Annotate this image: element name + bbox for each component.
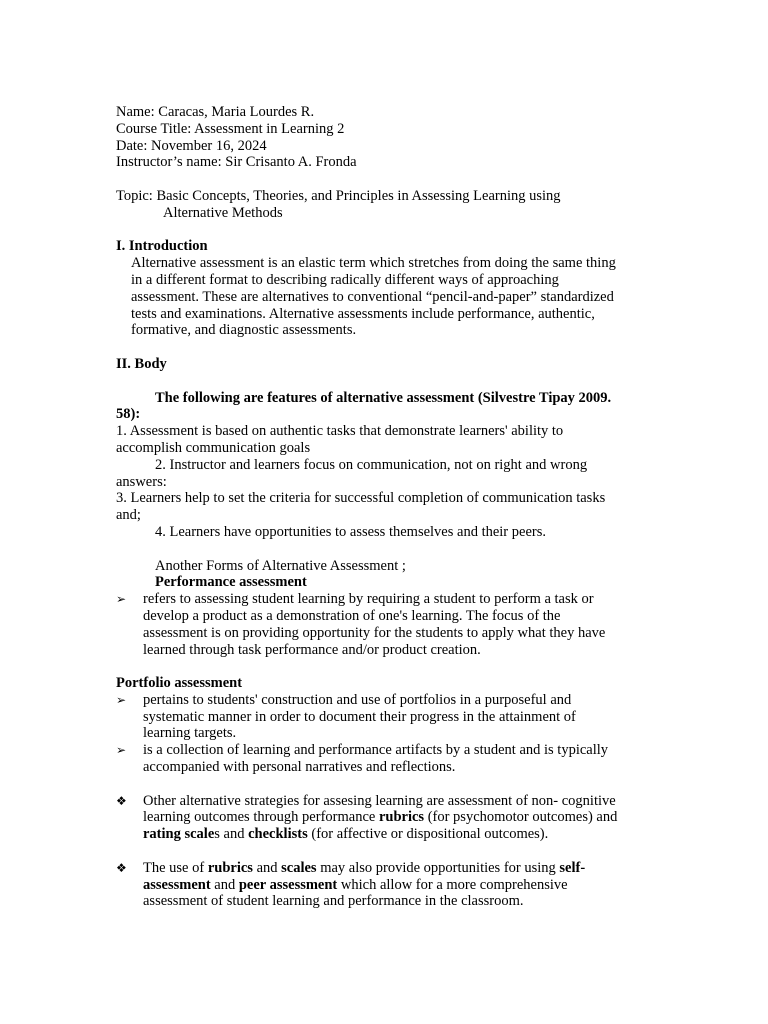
bullet-line: The use of rubrics and scales may also provide opportunities for using self- xyxy=(143,859,586,876)
bullet-line: accompanied with personal narratives and reflections. xyxy=(143,759,456,776)
performance-bullet xyxy=(116,591,656,658)
performance-heading: Performance assessment xyxy=(155,574,307,591)
bullet-line: is a collection of learning and performance artifacts by a student and is typically xyxy=(143,742,609,759)
bullet-line: learning outcomes through performance rubrics (for psychomotor outcomes) and xyxy=(143,809,618,826)
rubrics-use-bullet xyxy=(116,860,656,910)
diamond-bullet-icon: ❖ xyxy=(116,793,127,808)
topic-line-2: Alternative Methods xyxy=(163,204,283,221)
feature-item-2-cont: answers: xyxy=(116,473,167,490)
bullet-line: develop a product as a demonstration of one's learning. The focus of the xyxy=(143,607,561,624)
document-date: Date: November 16, 2024 xyxy=(116,137,267,154)
intro-line: Alternative assessment is an elastic term which stretches from doing the same thing xyxy=(131,255,616,272)
intro-line: formative, and diagnostic assessments. xyxy=(131,322,357,339)
feature-item-2: 2. Instructor and learners focus on communication, not on right and wrong xyxy=(155,456,588,473)
feature-item-1: 1. Assessment is based on authentic tasks that demonstrate learners' ability to xyxy=(116,423,564,440)
feature-item-4: 4. Learners have opportunities to assess themselves and their peers. xyxy=(155,523,546,540)
bullet-line: Other alternative strategies for assesing learning are assessment of non- cognitive xyxy=(143,792,616,809)
instructor-name: Instructor’s name: Sir Crisanto A. Fronda xyxy=(116,154,357,171)
portfolio-heading: Portfolio assessment xyxy=(116,675,243,692)
arrow-bullet-icon: ➢ xyxy=(116,692,127,707)
feature-item-3-cont: and; xyxy=(116,507,141,524)
arrow-bullet-icon: ➢ xyxy=(116,592,127,607)
bullet-line: learned through task performance and/or product creation. xyxy=(143,641,481,658)
other-strategies-bullet xyxy=(116,793,656,843)
another-forms-line: Another Forms of Alternative Assessment ; xyxy=(155,557,406,574)
intro-heading: I. Introduction xyxy=(116,238,208,255)
bullet-line: assessment is on providing opportunity for the students to apply what they have xyxy=(143,624,606,641)
course-title: Course Title: Assessment in Learning 2 xyxy=(116,120,345,137)
portfolio-bullet-2 xyxy=(116,742,656,776)
topic-line-1: Topic: Basic Concepts, Theories, and Principles in Assessing Learning using xyxy=(116,187,561,204)
bullet-line: assessment and peer assessment which allow for a more comprehensive xyxy=(143,876,568,893)
student-name: Name: Caracas, Maria Lourdes R. xyxy=(116,104,315,120)
arrow-bullet-icon: ➢ xyxy=(116,743,127,758)
bullet-line: systematic manner in order to document their progress in the attainment of xyxy=(143,708,576,725)
feature-item-1-cont: accomplish communication goals xyxy=(116,439,311,456)
feature-item-3: 3. Learners help to set the criteria for successful completion of communication tasks xyxy=(116,490,606,507)
bullet-line: assessment of student learning and performance in the classroom. xyxy=(143,893,524,910)
bullet-line: learning targets. xyxy=(143,725,237,742)
diamond-bullet-icon: ❖ xyxy=(116,860,127,875)
bullet-line: pertains to students' construction and use of portfolios in a purposeful and xyxy=(143,691,572,708)
intro-line: assessment. These are alternatives to conventional “pencil-and-paper” standardized xyxy=(131,288,614,305)
features-heading-cont: 58): xyxy=(116,406,141,423)
document-page xyxy=(116,104,656,910)
portfolio-bullet-1 xyxy=(116,692,656,742)
body-heading: II. Body xyxy=(116,355,167,372)
bullet-line: refers to assessing student learning by requiring a student to perform a task or xyxy=(143,591,594,608)
intro-line: tests and examinations. Alternative assessments include performance, authentic, xyxy=(131,305,595,322)
intro-line: in a different format to describing radically different ways of approaching xyxy=(131,271,559,288)
bullet-line: rating scales and checklists (for affective or dispositional outcomes). xyxy=(143,826,549,843)
features-heading: The following are features of alternative assessment (Silvestre Tipay 2009. xyxy=(155,389,612,406)
